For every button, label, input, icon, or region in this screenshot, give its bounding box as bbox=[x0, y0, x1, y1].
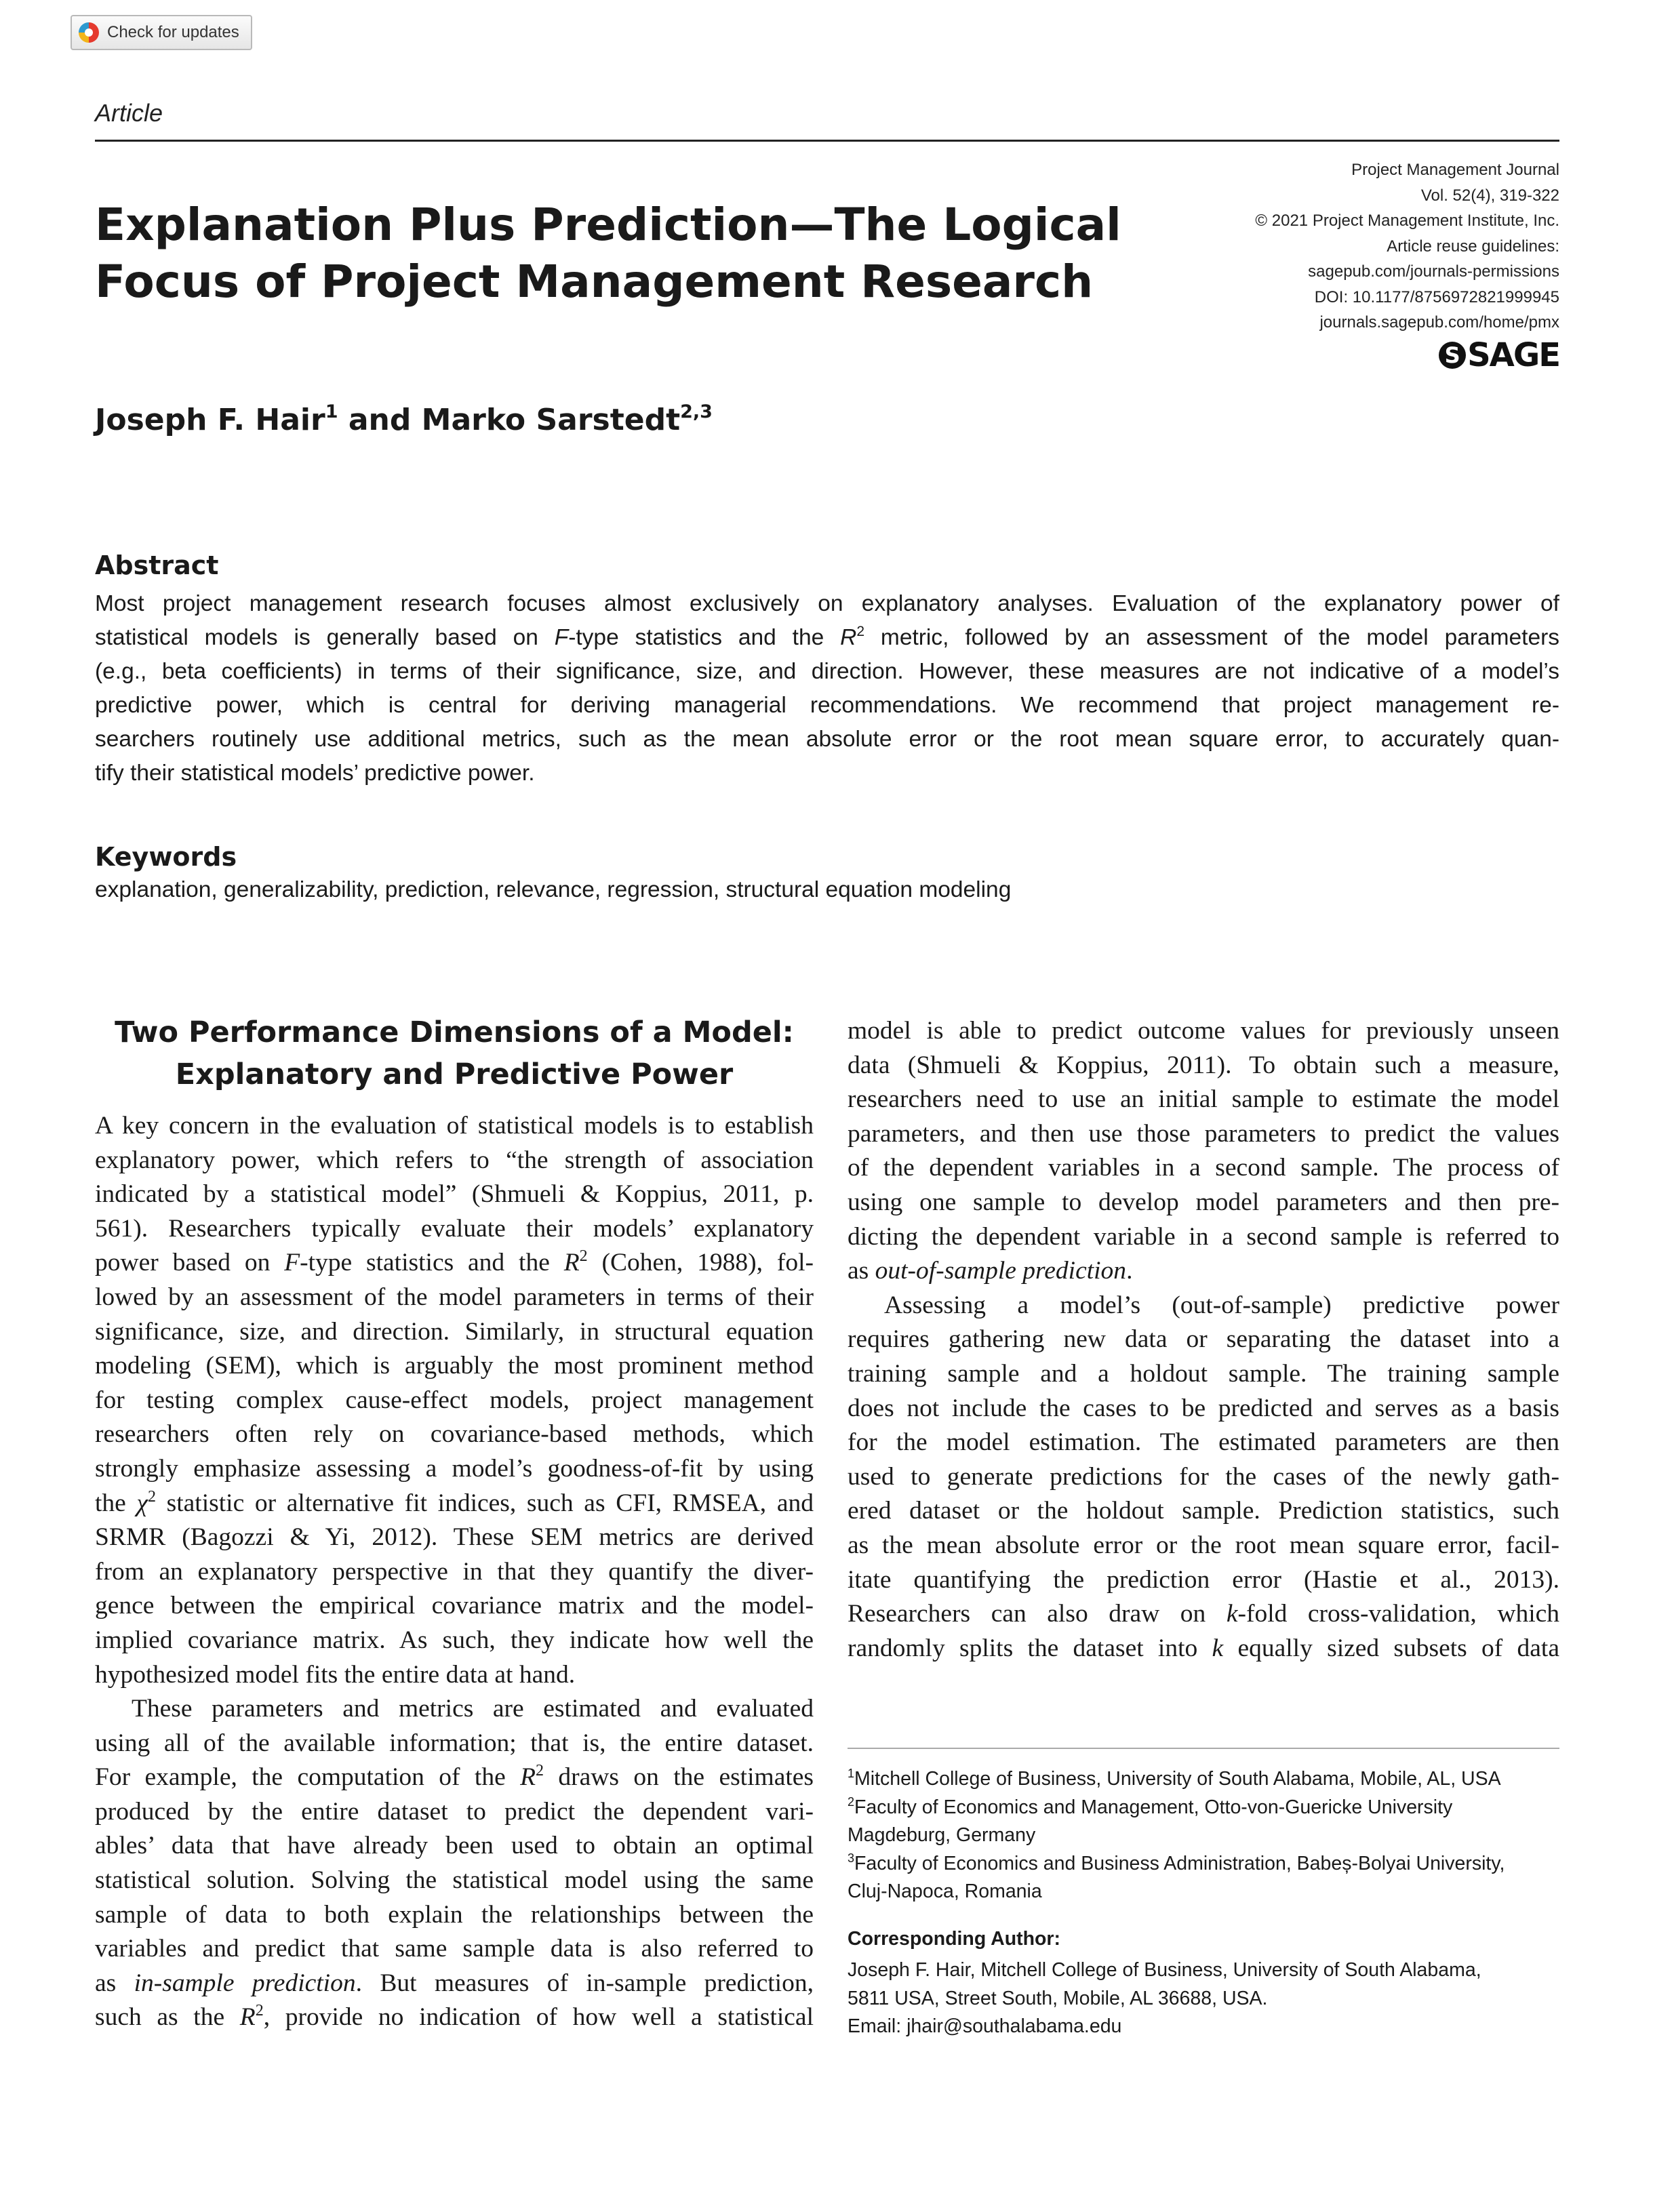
text-line: of the dependent variables in a second sample. The process of bbox=[848, 1154, 1559, 1182]
abstract-line: (e.g., beta coefficients) in terms of their significance, size, and direction. However, these measures are not indicative of a model’s bbox=[95, 659, 1559, 684]
section-heading-line-1: Two Performance Dimensions of a Model: bbox=[115, 1015, 794, 1049]
journal-homepage-link[interactable]: journals.sagepub.com/home/pmx bbox=[1319, 313, 1559, 331]
author-name: Marko Sarstedt bbox=[421, 403, 681, 437]
section-heading bbox=[95, 1011, 814, 1095]
footnote-divider bbox=[848, 1748, 1559, 1749]
corresponding-author-heading: Corresponding Author: bbox=[848, 1928, 1060, 1950]
text-line: explanatory power, which refers to “the strength of association bbox=[95, 1146, 814, 1174]
sage-logo-icon: S bbox=[1439, 342, 1466, 369]
affiliation-1: $^1$Mitchell College of Business, University of South Alabama, Mobile, AL, USA bbox=[848, 1767, 1501, 1790]
text-line: as in-sample prediction. But measures of in-sample prediction, bbox=[95, 1969, 814, 1997]
text-line: using one sample to develop model parameters and then pre- bbox=[848, 1188, 1559, 1216]
text-line: for testing complex cause-effect models, project management bbox=[95, 1386, 814, 1414]
abstract-line: Most project management research focuses almost exclusively on explanatory analyses. Evaluation of the explanatory power of bbox=[95, 591, 1559, 616]
text-line: Assessing a model’s (out-of-sample) predictive power bbox=[884, 1291, 1559, 1319]
text-line: strongly emphasize assessing a model’s goodness-of-fit by using bbox=[95, 1454, 814, 1483]
text-line: such as the $R^2$, provide no indication of how well a statistical bbox=[95, 2002, 814, 2032]
affiliation-3-continued: Cluj-Napoca, Romania bbox=[848, 1881, 1042, 1902]
text-line: requires gathering new data or separating the dataset into a bbox=[848, 1325, 1559, 1354]
text-line: as the mean absolute error or the root mean square error, facil- bbox=[848, 1531, 1559, 1559]
abstract-body bbox=[95, 587, 1559, 790]
text-line: does not include the cases to be predicted and serves as a basis bbox=[848, 1394, 1559, 1422]
text-line: model is able to predict outcome values for previously unseen bbox=[848, 1017, 1559, 1045]
affiliation-2: $^2$Faculty of Economics and Management, Otto-von-Guericke University bbox=[848, 1794, 1453, 1818]
text-line: produced by the entire dataset to predict the dependent vari- bbox=[95, 1797, 814, 1826]
text-line: lowed by an assessment of the model parameters in terms of their bbox=[95, 1283, 814, 1311]
journal-volume: Vol. 52(4), 319-322 bbox=[1420, 186, 1559, 205]
corresponding-author-details bbox=[848, 1956, 1481, 2041]
keywords-list: explanation, generalizability, prediction, relevance, regression, structural equation modeling bbox=[95, 877, 1012, 902]
doi-link[interactable]: DOI: 10.1177/8756972821999945 bbox=[1314, 287, 1559, 306]
author-affiliation-mark: 2,3 bbox=[680, 401, 713, 422]
corresponding-author-address: 5811 USA, Street South, Mobile, AL 36688, USA. bbox=[848, 1987, 1268, 2009]
abstract-line: statistical models is generally based on F-type statistics and the $R^2$ metric, followed by an assessment of the model parameters bbox=[95, 624, 1559, 650]
text-line: A key concern in the evaluation of statistical models is to establish bbox=[95, 1112, 814, 1140]
title-line-1: Explanation Plus Prediction—The Logical bbox=[95, 199, 1121, 251]
affiliations bbox=[848, 1765, 1566, 1906]
text-line: randomly splits the dataset into k equally sized subsets of data bbox=[848, 1634, 1559, 1662]
text-line: SRMR (Bagozzi & Yi, 2012). These SEM metrics are derived bbox=[95, 1523, 814, 1552]
text-line: statistical solution. Solving the statistical model using the same bbox=[95, 1866, 814, 1895]
author-affiliation-mark: 1 bbox=[325, 401, 338, 422]
text-line: gence between the empirical covariance matrix and the model- bbox=[95, 1592, 814, 1620]
abstract-line: tify their statistical models’ predictive power. bbox=[95, 761, 535, 786]
text-line: the $\chi^2$ statistic or alternative fit indices, such as CFI, RMSEA, and bbox=[95, 1487, 814, 1517]
text-line: researchers need to use an initial sample to estimate the model bbox=[848, 1085, 1559, 1114]
abstract-line: predictive power, which is central for deriving managerial recommendations. We recommend that project management re- bbox=[95, 693, 1559, 718]
keywords-heading: Keywords bbox=[95, 842, 237, 872]
text-line: power based on F-type statistics and the $R^2$ (Cohen, 1988), fol- bbox=[95, 1247, 814, 1277]
text-line: dicting the dependent variable in a second sample is referred to bbox=[848, 1222, 1559, 1251]
right-column-text bbox=[848, 1014, 1559, 1666]
text-line: parameters, and then use those parameters to predict the values bbox=[848, 1119, 1559, 1148]
text-line: hypothesized model fits the entire data at hand. bbox=[95, 1660, 576, 1689]
title-line-2: Focus of Project Management Research bbox=[95, 256, 1094, 308]
header-divider bbox=[95, 140, 1559, 142]
text-line: indicated by a statistical model” (Shmueli & Koppius, 2011, p. bbox=[95, 1180, 814, 1209]
reuse-guidelines-label: Article reuse guidelines: bbox=[1387, 237, 1559, 256]
text-line: These parameters and metrics are estimated and evaluated bbox=[132, 1695, 814, 1723]
corresponding-author-line: Joseph F. Hair, Mitchell College of Business, University of South Alabama, bbox=[848, 1959, 1481, 1981]
sage-logo bbox=[1439, 336, 1559, 374]
text-line: implied covariance matrix. As such, they indicate how well the bbox=[95, 1626, 814, 1654]
abstract-line: searchers routinely use additional metrics, such as the mean absolute error or the root mean square error, to accurately quan- bbox=[95, 727, 1559, 752]
affiliation-3: $^3$Faculty of Economics and Business Administration, Babeș-Bolyai University, bbox=[848, 1851, 1505, 1874]
text-line: sample of data to both explain the relationships between the bbox=[95, 1900, 814, 1929]
affiliation-2-continued: Magdeburg, Germany bbox=[848, 1824, 1036, 1846]
author-conjunction: and bbox=[338, 403, 422, 437]
text-line: significance, size, and direction. Similarly, in structural equation bbox=[95, 1317, 814, 1346]
permissions-link[interactable]: sagepub.com/journals-permissions bbox=[1308, 262, 1559, 281]
text-line: data (Shmueli & Koppius, 2011). To obtain such a measure, bbox=[848, 1051, 1559, 1079]
text-line: modeling (SEM), which is arguably the most prominent method bbox=[95, 1352, 814, 1380]
text-line: used to generate predictions for the cases of the newly gath- bbox=[848, 1462, 1559, 1491]
text-line: training sample and a holdout sample. The training sample bbox=[848, 1359, 1559, 1388]
text-line: itate quantifying the prediction error (Hastie et al., 2013). bbox=[848, 1565, 1559, 1594]
copyright-notice: © 2021 Project Management Institute, Inc. bbox=[1255, 212, 1559, 230]
text-line: from an explanatory perspective in that they quantify the diver- bbox=[95, 1557, 814, 1586]
article-title bbox=[95, 197, 1180, 310]
text-line: researchers often rely on covariance-based methods, which bbox=[95, 1420, 814, 1449]
text-line: ered dataset or the holdout sample. Prediction statistics, such bbox=[848, 1497, 1559, 1525]
author-list bbox=[95, 403, 713, 437]
check-for-updates-button[interactable] bbox=[71, 15, 252, 50]
journal-name: Project Management Journal bbox=[1351, 161, 1559, 179]
text-line: variables and predict that same sample data is also referred to bbox=[95, 1935, 814, 1963]
text-line: using all of the available information; that is, the entire dataset. bbox=[95, 1729, 814, 1757]
section-heading-line-2: Explanatory and Predictive Power bbox=[175, 1058, 734, 1091]
text-line: Researchers can also draw on k-fold cross-validation, which bbox=[848, 1600, 1560, 1628]
corresponding-author-email[interactable]: Email: jhair@southalabama.edu bbox=[848, 2015, 1122, 2037]
text-line: for the model estimation. The estimated parameters are then bbox=[848, 1428, 1559, 1457]
left-column-text bbox=[95, 1109, 814, 2035]
sage-logo-text: SAGE bbox=[1467, 336, 1559, 374]
crossmark-icon bbox=[79, 22, 99, 43]
check-for-updates-label: Check for updates bbox=[107, 23, 239, 41]
journal-info bbox=[1153, 157, 1559, 336]
author-name: Joseph F. Hair bbox=[95, 403, 325, 437]
abstract-heading: Abstract bbox=[95, 550, 219, 580]
text-line: 561). Researchers typically evaluate their models’ explanatory bbox=[95, 1214, 814, 1243]
text-line: ables’ data that have already been used to obtain an optimal bbox=[95, 1832, 814, 1860]
text-line: For example, the computation of the $R^2$ draws on the estimates bbox=[95, 1762, 814, 1792]
article-type-label: Article bbox=[95, 99, 163, 127]
text-line: as out-of-sample prediction. bbox=[848, 1257, 1133, 1285]
